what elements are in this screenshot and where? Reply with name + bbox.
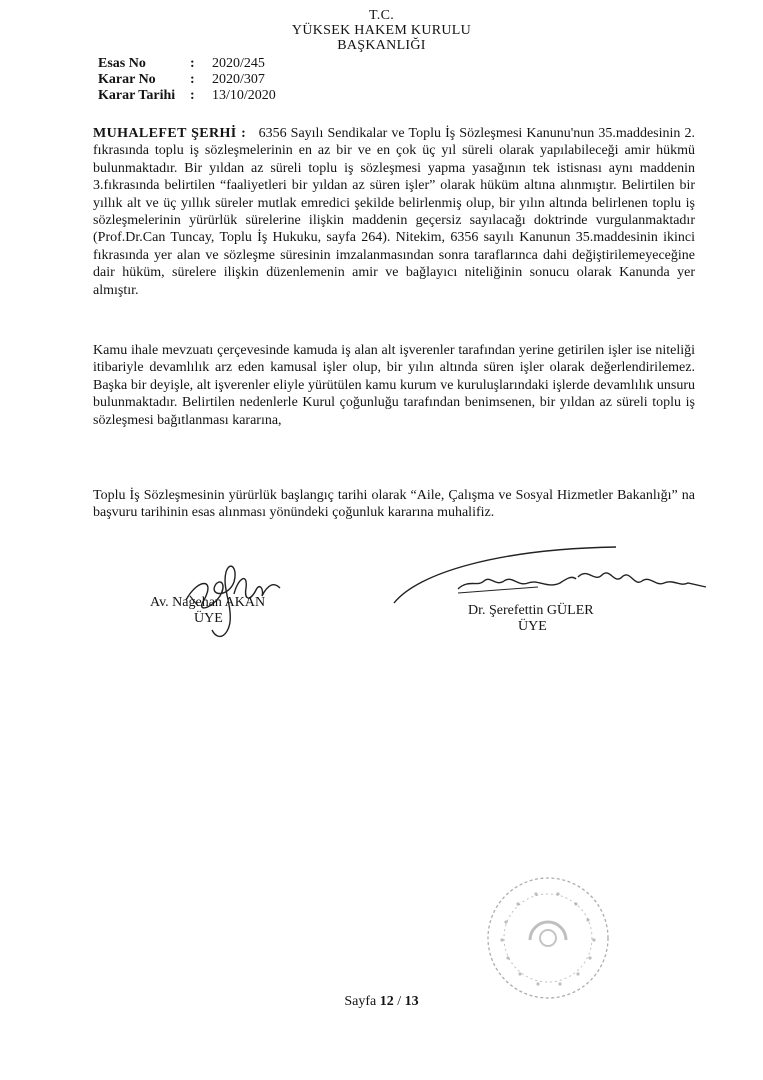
header-tc: T.C. xyxy=(368,8,395,23)
dissent-heading: MUHALEFET ŞERHİ : xyxy=(93,126,247,141)
meta-row-esas xyxy=(98,56,276,72)
signature-right xyxy=(468,603,594,635)
meta-label: Esas No xyxy=(98,56,146,71)
paragraph-3: Toplu İş Sözleşmesinin yürürlük başlangıç tarihi olarak “Aile, Çalışma ve Sosyal Hizmetler Bakanlığı” na başvuru tarihinin esas alınması yönündeki çoğunluk kararına muhalifiz. xyxy=(93,488,695,521)
signatory-name: Dr. Şerefettin GÜLER xyxy=(468,603,594,618)
official-seal-stamp xyxy=(478,870,618,1006)
signatory-name: Av. Nagehan AKAN xyxy=(150,595,266,610)
page-separator: / xyxy=(397,994,402,1009)
meta-value: 2020/307 xyxy=(212,72,265,87)
page-total: 13 xyxy=(404,994,419,1009)
meta-colon: : xyxy=(190,56,195,71)
meta-row-date xyxy=(98,88,276,104)
signatory-role: ÜYE xyxy=(518,619,547,634)
meta-value: 2020/245 xyxy=(212,56,265,71)
page-footer xyxy=(0,994,763,1010)
meta-colon: : xyxy=(190,72,195,87)
meta-value: 13/10/2020 xyxy=(212,88,276,103)
document-header xyxy=(0,8,763,53)
signature-left xyxy=(150,595,265,627)
signature-left-graphic xyxy=(176,538,296,650)
header-presidency: BAŞKANLIĞI xyxy=(337,38,426,53)
signatory-role: ÜYE xyxy=(194,611,223,626)
page-current: 12 xyxy=(379,994,394,1009)
paragraph-2: Kamu ihale mevzuatı çerçevesinde kamuda iş alan alt işverenler tarafından yerine getirilen işler ise niteliği itibariyle devamlılık arz eden kamusal işler olup, bir yılın altında süren işler olarak değerlendirilemez. Başka bir deyişle, alt işverenler eliyle yürütülen kamu kurum ve kuruluşlarındaki işlerde devamlılık unsuru bulunmaktadır. Belirtilen nedenlerle Kurul çoğunluğu tarafından benimsenen, bir yıldan az süreli toplu iş sözleşmesi bağıtlanması kararına, xyxy=(93,343,695,428)
header-institution: YÜKSEK HAKEM KURULU xyxy=(291,23,472,38)
paragraph-dissent xyxy=(93,125,695,299)
meta-colon: : xyxy=(190,88,195,103)
page-label: Sayfa xyxy=(344,994,377,1009)
case-metadata xyxy=(98,56,276,104)
paragraph-1-text: 6356 Sayılı Sendikalar ve Toplu İş Sözleşmesi Kanunu'nun 35.maddesinin 2. fıkrasında toplu iş sözleşmelerinin en az bir ve en çok üç yıl süreli olarak yapılabileceği amir hükmü bulunmaktadır. Bir yıldan az süreli toplu iş sözleşmesi yapma yasağının tek istisnası aynı maddenin 3.fıkrasında belirtilen “faaliyetleri bir yıldan az süren işler” olarak hüküm altına alınmıştır. Belirtilen bir yıllık alt ve üç yıllık süreler mutlak emredici şekilde belirlenmiş olup, bir yılın altında belirlenen toplu iş sözleşmelerinin yürürlük sürelerine ilişkin maddenin geçersiz sayılacağı doktrinde vurgulanmaktadır (Prof.Dr.Can Tuncay, Toplu İş Hukuku, sayfa 264). Nitekim, 6356 sayılı Kanunun 35.maddesinin ikinci fıkrasında yer alan ve sözleşme süresinin imzalanmasından sonra taraflarınca dahi değiştirilemeyeceğine dair hüküm, sürelere ilişkin düzenlemenin amir ve bağlayıcı niteliğinin sonucu olarak Kanunda yer almıştır. xyxy=(93,126,695,298)
meta-label: Karar No xyxy=(98,72,156,87)
meta-label: Karar Tarihi xyxy=(98,88,176,103)
meta-row-karar xyxy=(98,72,276,88)
